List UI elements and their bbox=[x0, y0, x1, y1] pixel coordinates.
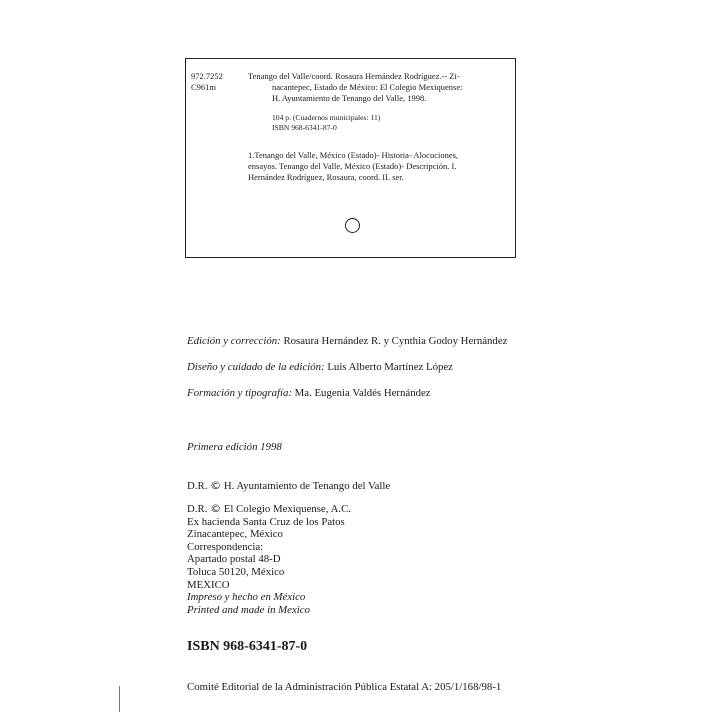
main-entry-line: H. Ayuntamiento de Tenango del Valle, 1998. bbox=[272, 93, 427, 103]
credits bbox=[187, 333, 507, 411]
copyright-colegio-line bbox=[187, 503, 351, 516]
credit-design bbox=[187, 359, 507, 385]
copyright-colegio bbox=[187, 503, 351, 616]
catalog-card bbox=[185, 58, 516, 258]
printed-in-line: Printed and made in Mexico bbox=[187, 603, 310, 616]
credit-role: Edición y corrección: bbox=[187, 335, 281, 347]
subject-headings bbox=[248, 150, 498, 183]
address-line: Zinacantepec, México bbox=[187, 528, 283, 541]
address-line: Apartado postal 48-D bbox=[187, 553, 281, 566]
credit-editing bbox=[187, 333, 507, 359]
address-line: Toluca 50120, México bbox=[187, 565, 285, 578]
main-entry-line: Tenango del Valle/coord. Rosaura Hernández Rodríguez.-- Zi- bbox=[248, 71, 460, 81]
subject-line: ensayos. Tenango del Valle, México (Estado)- Descripción. I. bbox=[248, 161, 457, 171]
call-number-line: C961m bbox=[191, 82, 217, 92]
call-number bbox=[191, 71, 223, 93]
printed-in-line: Impreso y hecho en México bbox=[187, 591, 306, 604]
credit-role: Diseño y cuidado de la edición: bbox=[187, 361, 325, 373]
credit-value: Ma. Eugenia Valdés Hernández bbox=[294, 387, 431, 399]
copyright-ayuntamiento bbox=[187, 479, 390, 492]
copyright-symbol: © bbox=[210, 479, 222, 492]
credit-value: Luis Alberto Martínez López bbox=[327, 361, 453, 373]
margin-mark bbox=[119, 686, 120, 712]
subject-line: 1.Tenango del Valle, México (Estado)- Historia- Alocuciones, bbox=[248, 150, 459, 160]
physical-description bbox=[248, 113, 498, 133]
edition-line: Primera edición 1998 bbox=[187, 441, 282, 453]
card-hole-circle bbox=[345, 218, 360, 233]
physical-line: ISBN 968-6341-87-0 bbox=[272, 123, 337, 132]
address-line: Correspondencia: bbox=[187, 540, 264, 553]
catalog-main bbox=[248, 71, 498, 183]
main-entry bbox=[248, 71, 498, 104]
isbn: ISBN 968-6341-87-0 bbox=[187, 639, 308, 654]
copyright-holder: H. Ayuntamiento de Tenango del Valle bbox=[223, 480, 391, 492]
subject-line: Hernández Rodríguez, Rosaura, coord. II. ser. bbox=[248, 172, 404, 182]
credit-role: Formación y tipografía: bbox=[187, 387, 292, 399]
copyright-holder: El Colegio Mexiquense, A.C. bbox=[223, 503, 351, 515]
address-line: MEXICO bbox=[187, 578, 230, 591]
editorial-committee: Comité Editorial de la Administración Pública Estatal A: 205/1/168/98-1 bbox=[187, 681, 502, 693]
main-entry-line: nacantepec, Estado de México: El Colegio Mexiquense: bbox=[272, 82, 463, 92]
credit-typesetting bbox=[187, 385, 507, 411]
credit-value: Rosaura Hernández R. y Cynthia Godoy Hernández bbox=[283, 335, 508, 347]
address-line: Ex hacienda Santa Cruz de los Patos bbox=[187, 515, 345, 528]
copyright-prefix: D.R. bbox=[187, 480, 208, 492]
copyright-prefix: D.R. bbox=[187, 503, 208, 515]
call-number-line: 972.7252 bbox=[191, 71, 223, 81]
physical-line: 104 p. (Cuadernos municipales: 11) bbox=[272, 113, 381, 122]
copyright-symbol: © bbox=[210, 502, 222, 515]
